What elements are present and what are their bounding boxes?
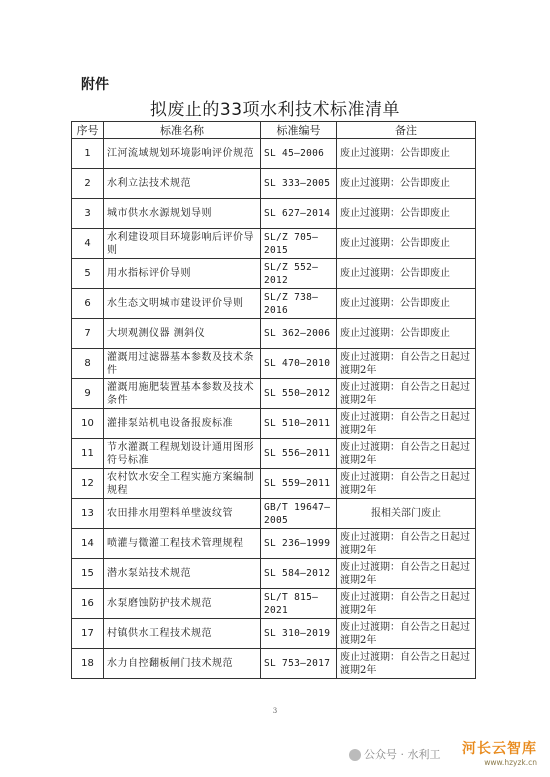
table-row [72, 469, 476, 499]
standard-name: 水生态文明城市建设评价导则 [104, 289, 261, 319]
row-number: 17 [72, 619, 104, 649]
row-number: 6 [72, 289, 104, 319]
standard-note: 废止过渡期：自公告之日起过渡期2年 [337, 619, 476, 649]
header-note: 备注 [337, 122, 476, 139]
row-number: 4 [72, 229, 104, 259]
row-number: 12 [72, 469, 104, 499]
standard-note: 废止过渡期：公告即废止 [337, 199, 476, 229]
standard-code: GB/T 19647—2005 [261, 499, 337, 529]
standard-name: 灌溉用施肥装置基本参数及技术条件 [104, 379, 261, 409]
standard-code: SL 556—2011 [261, 439, 337, 469]
page-number: 3 [272, 707, 278, 715]
standard-name: 村镇供水工程技术规范 [104, 619, 261, 649]
standard-note: 废止过渡期：自公告之日起过渡期2年 [337, 379, 476, 409]
standard-note: 废止过渡期：公告即废止 [337, 139, 476, 169]
standard-note: 废止过渡期：自公告之日起过渡期2年 [337, 649, 476, 679]
row-number: 7 [72, 319, 104, 349]
table-row [72, 229, 476, 259]
standard-code: SL 333—2005 [261, 169, 337, 199]
row-number: 18 [72, 649, 104, 679]
standard-name: 水泵磨蚀防护技术规范 [104, 589, 261, 619]
standard-code: SL 45—2006 [261, 139, 337, 169]
table-row [72, 199, 476, 229]
header-no: 序号 [72, 122, 104, 139]
table-row [72, 649, 476, 679]
standard-note: 废止过渡期：公告即废止 [337, 229, 476, 259]
brand-logo [437, 738, 537, 767]
table-row [72, 259, 476, 289]
table-row [72, 379, 476, 409]
row-number: 3 [72, 199, 104, 229]
table-row [72, 289, 476, 319]
standard-name: 水力自控翻板闸门技术规范 [104, 649, 261, 679]
table-header-row [72, 122, 476, 139]
standard-note: 废止过渡期：公告即废止 [337, 289, 476, 319]
standard-note: 废止过渡期：自公告之日起过渡期2年 [337, 469, 476, 499]
row-number: 8 [72, 349, 104, 379]
standard-name: 灌排泵站机电设备报废标准 [104, 409, 261, 439]
table-body [72, 139, 476, 679]
standard-code: SL 310—2019 [261, 619, 337, 649]
header-code: 标准编号 [261, 122, 337, 139]
standard-note: 废止过渡期：公告即废止 [337, 319, 476, 349]
row-number: 15 [72, 559, 104, 589]
row-number: 2 [72, 169, 104, 199]
standard-code: SL 550—2012 [261, 379, 337, 409]
header-name: 标准名称 [104, 122, 261, 139]
table-row [72, 439, 476, 469]
wechat-watermark [349, 746, 441, 762]
standard-code: SL/T 815—2021 [261, 589, 337, 619]
row-number: 1 [72, 139, 104, 169]
row-number: 14 [72, 529, 104, 559]
row-number: 11 [72, 439, 104, 469]
table-row [72, 559, 476, 589]
standard-note: 报相关部门废止 [337, 499, 476, 529]
table-row [72, 499, 476, 529]
standard-code: SL/Z 552—2012 [261, 259, 337, 289]
wechat-icon [349, 749, 361, 761]
row-number: 9 [72, 379, 104, 409]
standard-code: SL 584—2012 [261, 559, 337, 589]
standard-note: 废止过渡期：自公告之日起过渡期2年 [337, 529, 476, 559]
standard-name: 水利立法技术规范 [104, 169, 261, 199]
standard-note: 废止过渡期：公告即废止 [337, 259, 476, 289]
standard-name: 大坝观测仪器 测斜仪 [104, 319, 261, 349]
table-row [72, 589, 476, 619]
standard-name: 水利建设项目环境影响后评价导则 [104, 229, 261, 259]
standard-code: SL 362—2006 [261, 319, 337, 349]
standard-code: SL 470—2010 [261, 349, 337, 379]
table-row [72, 529, 476, 559]
attachment-label: 附件 [81, 77, 109, 93]
standard-note: 废止过渡期：公告即废止 [337, 169, 476, 199]
row-number: 16 [72, 589, 104, 619]
row-number: 5 [72, 259, 104, 289]
standard-note: 废止过渡期：自公告之日起过渡期2年 [337, 439, 476, 469]
table-row [72, 139, 476, 169]
standard-name: 农村饮水安全工程实施方案编制规程 [104, 469, 261, 499]
standard-code: SL 753—2017 [261, 649, 337, 679]
table-row [72, 319, 476, 349]
standard-name: 节水灌溉工程规划设计通用图形符号标准 [104, 439, 261, 469]
standard-note: 废止过渡期：自公告之日起过渡期2年 [337, 589, 476, 619]
standard-code: SL/Z 705—2015 [261, 229, 337, 259]
watermark-source: 公众号 · 水利工 [364, 748, 441, 761]
standard-note: 废止过渡期：自公告之日起过渡期2年 [337, 559, 476, 589]
standard-name: 农田排水用塑料单壁波纹管 [104, 499, 261, 529]
standard-code: SL 627—2014 [261, 199, 337, 229]
standard-code: SL 236—1999 [261, 529, 337, 559]
standards-table [71, 121, 476, 679]
standard-name: 江河流域规划环境影响评价规范 [104, 139, 261, 169]
brand-url: www.hzyzk.cn [484, 758, 537, 767]
standard-note: 废止过渡期：自公告之日起过渡期2年 [337, 349, 476, 379]
document-title: 拟废止的33项水利技术标准清单 [149, 100, 401, 120]
standard-code: SL 559—2011 [261, 469, 337, 499]
row-number: 10 [72, 409, 104, 439]
standard-code: SL/Z 738—2016 [261, 289, 337, 319]
standard-name: 喷灌与微灌工程技术管理规程 [104, 529, 261, 559]
standard-name: 潜水泵站技术规范 [104, 559, 261, 589]
standard-name: 城市供水水源规划导则 [104, 199, 261, 229]
table-row [72, 409, 476, 439]
standard-name: 用水指标评价导则 [104, 259, 261, 289]
table-row [72, 169, 476, 199]
standard-code: SL 510—2011 [261, 409, 337, 439]
standard-note: 废止过渡期：自公告之日起过渡期2年 [337, 409, 476, 439]
table-row [72, 619, 476, 649]
brand-name: 河长云智库 [462, 741, 537, 757]
table-row [72, 349, 476, 379]
standard-name: 灌溉用过滤器基本参数及技术条件 [104, 349, 261, 379]
row-number: 13 [72, 499, 104, 529]
